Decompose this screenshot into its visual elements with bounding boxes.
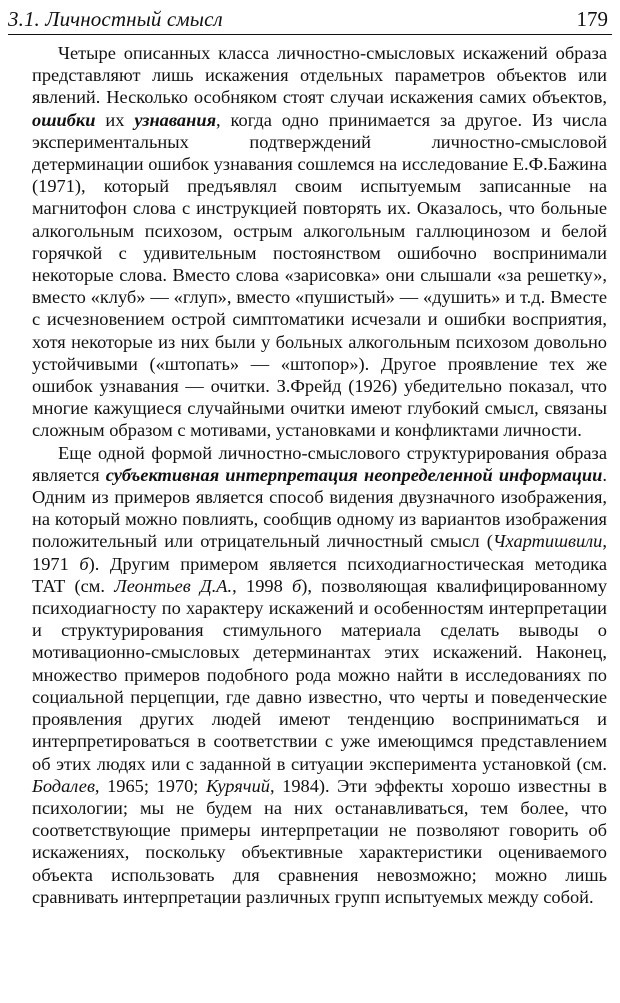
page-number: 179 <box>576 7 608 31</box>
paragraph <box>32 42 607 442</box>
text-run: ), позволяющая квалифицированному психодиагносту по характеру искажений и особенностям интерпретации и структурирования стимульного материала сделать выводы о мотивационно-смысловых детерминантах этих искажений. Наконец, множество примеров подобного рода можно найти в исследованиях по социальной перцепции, где давно известно, что черты и поведенческие проявления других людей имеют тенденцию восприниматься и интерпретироваться в соответствии с уже имеющимся представлением об этих людях или с заданной в ситуации эксперимента установкой (см. <box>32 575 608 774</box>
citation-author: Курячий <box>205 775 270 796</box>
citation-author: Чхартишвили <box>492 531 603 552</box>
text-run: ). Другим примером является психодиагностическая методика ТАТ (см. <box>32 553 607 596</box>
text-run: , 1971 <box>32 531 607 574</box>
emphasized-term: узнавания <box>134 109 217 130</box>
text-run: , когда одно принимается за другое. Из числа экспериментальных подтверждений личностно-смысловой детерминации ошибок узнавания сошлемся на исследование Е.Ф.Бажина (1971), который предъявлял своим испытуемым записанные на магнитофон слова с инструкцией повторять их. Оказалось, что больные алкогольным психозом, острым алкогольным галлюцинозом и белой горячкой с удивительным постоянством ошибочно воспринимали некоторые слова. Вместо слова «зарисовка» они слышали «за решетку», вместо «клуб» — «глуп», вместо «пушистый» — «душить» и т.д. Вместе с исчезновением острой симптоматики исчезали и ошибки восприятия, хотя некоторые из них были у больных алкогольным психозом довольно устойчивыми («штопать» — «штопор»). Другое проявление тех же ошибок узнавания — очитки. З.Фрейд (1926) убедительно показал, что многие кажущиеся случайными очитки имеют глубокий смысл, связаны сложным образом с мотивами, установками и конфликтами личности. <box>32 109 608 441</box>
text-run: . Одним из примеров является способ видения двузначного изображения, на который можно повлиять, сообщив одному из вариантов изображения положительный или отрицательный личностный смысл ( <box>32 464 607 552</box>
paragraph <box>32 442 607 908</box>
page-header <box>8 4 612 38</box>
citation-author: б <box>79 553 89 574</box>
text-run: Еще одной формой личностно-смыслового структурирования образа является <box>32 442 607 485</box>
text-run: , 1998 <box>232 575 293 596</box>
text-run: Четыре описанных класса личностно-смысловых искажений образа представляют лишь искажения отдельных параметров объектов или явлений. Несколько особняком стоят случаи искажения самих объектов, <box>32 43 607 108</box>
citation-author: Леонтьев Д.А. <box>114 575 233 596</box>
citation-author: Бодалев <box>32 775 95 796</box>
body-text <box>32 42 607 908</box>
emphasized-term: субъективная интерпретация неопределенной информации <box>105 464 603 485</box>
text-run: , 1984). Эти эффекты хорошо известны в психологии; мы не будем на них останавливаться, тем более, что соответствующие примеры интерпретации не позволяют говорить об искажениях, поскольку объективные характеристики оцениваемого объекта использовать для сравнения невозможно; можно лишь сравнивать интерпретации различных групп испытуемых между собой. <box>32 775 607 907</box>
emphasized-term: ошибки <box>32 109 96 130</box>
header-rule <box>8 34 612 35</box>
running-title: 3.1. Личностный смысл <box>8 7 223 31</box>
citation-author: б <box>292 575 302 596</box>
text-run: , 1965; 1970; <box>94 775 206 796</box>
text-run: их <box>95 109 135 130</box>
